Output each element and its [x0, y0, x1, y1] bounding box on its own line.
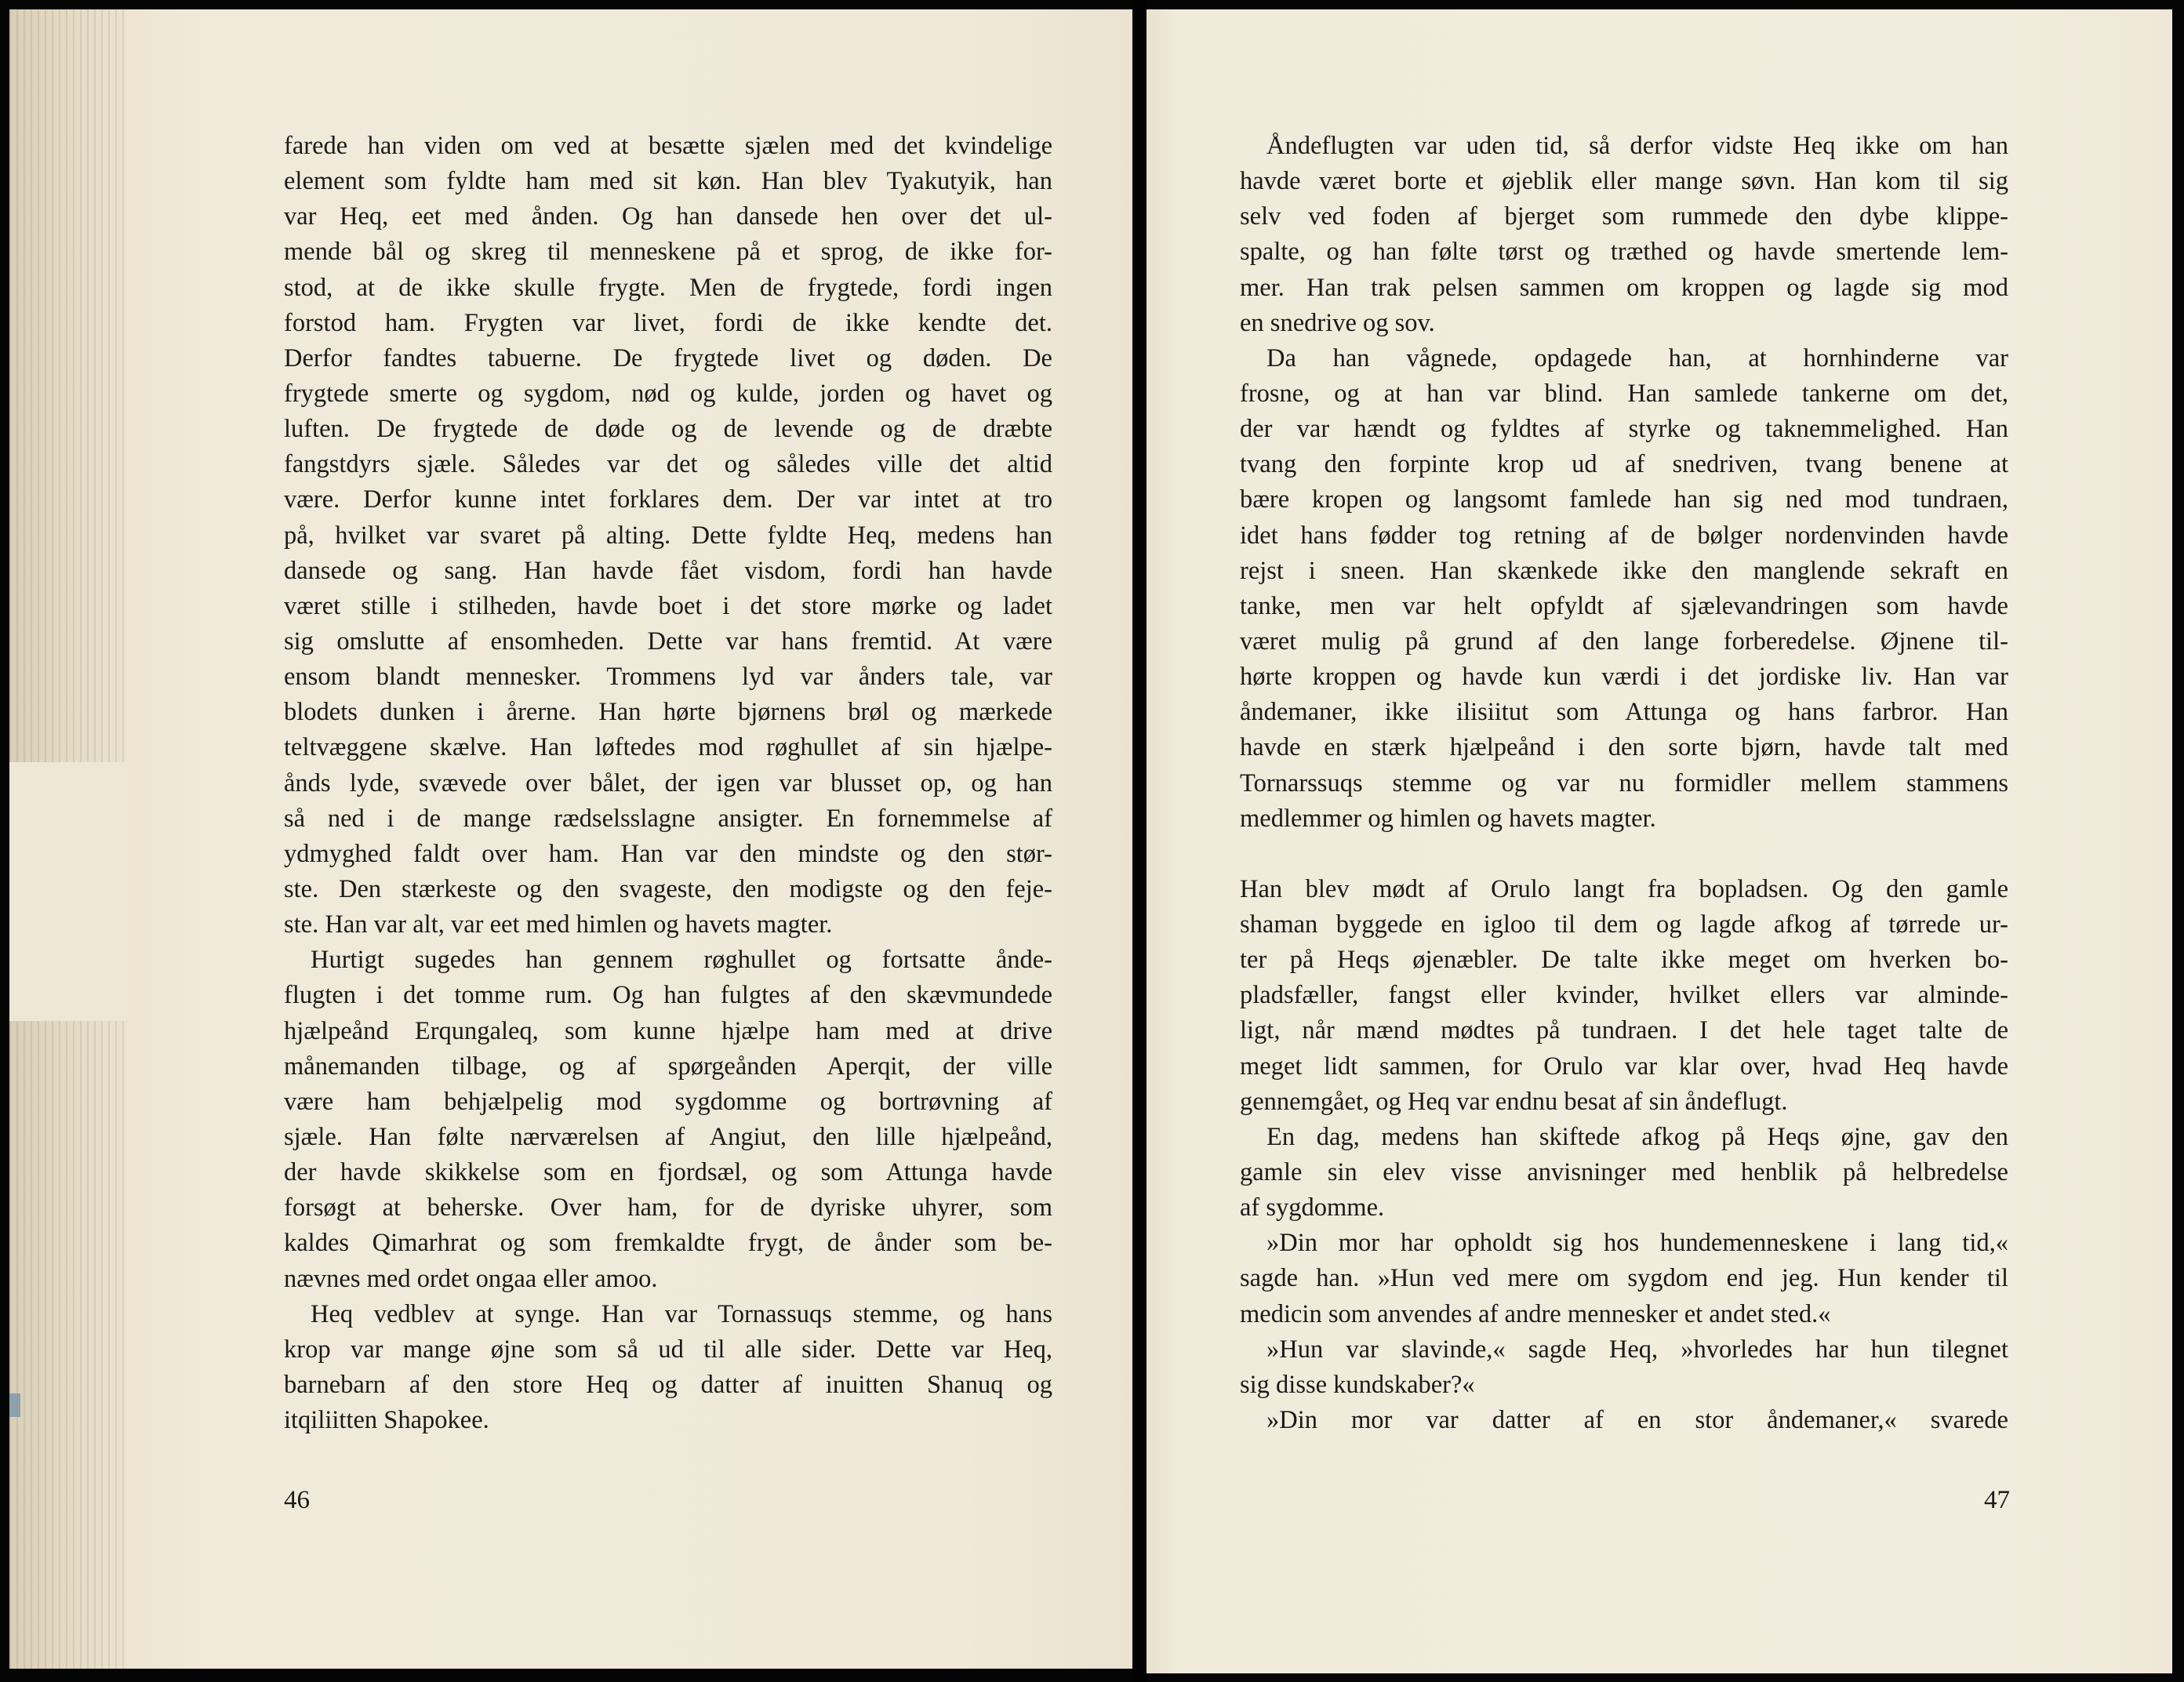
text-line: ligt, når mænd mødtes på tundraen. I det hele taget talte de	[1240, 1016, 2008, 1045]
text-line: forstod ham. Frygten var livet, fordi de ikke kendte det.	[284, 308, 1052, 337]
page-edge-blue-mark	[9, 1393, 20, 1417]
text-line: barnebarn af den store Heq og datter af inuitten Shanuq og	[284, 1370, 1052, 1399]
paragraph	[284, 129, 1052, 943]
text-line: åndemaner, ikke ilisiitut som Attunga og hans farbror. Han	[1240, 698, 2008, 727]
text-line: Hurtigt sugedes han gennem røghullet og fortsatte ånde-	[311, 946, 1052, 975]
text-line: frosne, og at han var blind. Han samlede tankerne om det,	[1240, 379, 2008, 408]
left-page-text	[284, 129, 1052, 1438]
text-line: meget lidt sammen, for Orulo var klar over, hvad Heq havde	[1240, 1052, 2008, 1081]
text-line: være. Derfor kunne intet forklares dem. Der var intet at tro	[284, 485, 1052, 514]
text-line: tvang den forpinte krop ud af snedriven, tvang benene at	[1240, 450, 2008, 479]
text-line: bære kropen og langsomt famlede han sig ned mod tundraen,	[1240, 485, 2008, 514]
text-line: ste. Den stærkeste og den svageste, den modigste og den feje-	[284, 874, 1052, 903]
paragraph	[1240, 1120, 2008, 1226]
text-line: Da han vågnede, opdagede han, at hornhinderne var	[1266, 343, 2008, 372]
text-line: teltvæggene skælve. Han løftedes mod røghullet af sin hjælpe-	[284, 733, 1052, 762]
paragraph	[1240, 341, 2008, 837]
text-line: medicin som anvendes af andre mennesker et andet sted.«	[1240, 1299, 1831, 1328]
text-line: mende bål og skreg til menneskene på et sprog, de ikke for-	[284, 238, 1052, 267]
text-line: været mulig på grund af den lange forberedelse. Øjnene til-	[1240, 627, 2008, 656]
text-line: selv ved foden af bjerget som rummede den dybe klippe-	[1240, 202, 2008, 231]
text-line: flugten i det tomme rum. Og han fulgtes af den skævmundede	[284, 981, 1052, 1010]
text-line: rejst i sneen. Han skænkede ikke den manglende sekraft en	[1240, 556, 2008, 585]
book-gutter	[1132, 0, 1147, 1682]
text-line: Heq vedblev at synge. Han var Tornassuqs stemme, og hans	[311, 1299, 1052, 1328]
text-line: ter på Heqs øjenæbler. De talte ikke meget om hverken bo-	[1240, 946, 2008, 975]
text-line: Derfor fandtes tabuerne. De frygtede livet og døden. De	[284, 343, 1052, 372]
text-line: der var hændt og fyldtes af styrke og taknemmelighed. Han	[1240, 415, 2008, 444]
section-break	[1240, 837, 2008, 872]
text-line: være ham behjælpelig mod sygdomme og bortrøvning af	[284, 1087, 1052, 1116]
text-line: ensom blandt mennesker. Trommens lyd var ånders tale, var	[284, 663, 1052, 692]
text-line: var Heq, eet med ånden. Og han dansede hen over det ul-	[284, 202, 1052, 231]
text-line: »Din mor har opholdt sig hos hundemenneskene i lang tid,«	[1266, 1229, 2008, 1258]
paragraph	[1240, 129, 2008, 341]
paragraph	[1240, 1226, 2008, 1331]
text-line: idet hans fødder tog retning af de bølger nordenvinden havde	[1240, 521, 2008, 550]
text-line: itqiliitten Shapokee.	[284, 1406, 489, 1435]
page-edge-light-band	[9, 762, 127, 1021]
text-line: forsøgt at beherske. Over ham, for de dyriske uhyrer, som	[284, 1193, 1052, 1222]
right-page	[1147, 9, 2172, 1673]
text-line: sagde han. »Hun ved mere om sygdom end jeg. Hun kender til	[1240, 1264, 2008, 1293]
text-line: på, hvilket var svaret på alting. Dette fyldte Heq, medens han	[284, 521, 1052, 550]
page-number-right: 47	[1984, 1486, 2010, 1514]
text-line: »Din mor var datter af en stor åndemaner,« svarede	[1266, 1405, 2008, 1434]
text-line: farede han viden om ved at besætte sjælen med det kvindelige	[284, 132, 1052, 160]
text-line: Han blev mødt af Orulo langt fra bopladsen. Og den gamle	[1240, 874, 2008, 903]
paragraph	[1240, 1332, 2008, 1403]
text-line: sjæle. Han følte nærværelsen af Angiut, den lille hjælpeånd,	[284, 1122, 1052, 1151]
text-line: element som fyldte ham med sit køn. Han blev Tyakutyik, han	[284, 167, 1052, 196]
page-number-left: 46	[284, 1486, 310, 1514]
text-line: havde været borte et øjeblik eller mange søvn. Han kom til sig	[1240, 167, 2008, 196]
text-line: pladsfæller, fangst eller kvinder, hvilket ellers var alminde-	[1240, 981, 2008, 1010]
text-line: hjælpeånd Erqungaleq, som kunne hjælpe ham med at drive	[284, 1016, 1052, 1045]
text-line: spalte, og han følte tørst og træthed og havde smertende lem-	[1240, 238, 2008, 267]
text-line: månemanden tilbage, og af spørgeånden Aperqit, der ville	[284, 1052, 1052, 1081]
text-line: blodets dunken i årerne. Han hørte bjørnens brøl og mærkede	[284, 698, 1052, 727]
text-line: krop var mange øjne som så ud til alle sider. Dette var Heq,	[284, 1335, 1052, 1364]
right-page-text	[1240, 129, 2008, 1438]
left-page	[9, 9, 1132, 1669]
text-line: været stille i stilheden, havde boet i det store mørke og ladet	[284, 591, 1052, 620]
paragraph	[1240, 1403, 2008, 1438]
text-line: gennemgået, og Heq var endnu besat af sin åndeflugt.	[1240, 1087, 1788, 1116]
text-line: hørte kroppen og havde kun værdi i det jordiske liv. Han var	[1240, 663, 2008, 692]
text-line: så ned i de mange rædselsslagne ansigter. En fornemmelse af	[284, 804, 1052, 833]
text-line: fangstdyrs sjæle. Således var det og således ville det altid	[284, 450, 1052, 479]
text-line: tanke, men var helt opfyldt af sjælevandringen som havde	[1240, 591, 2008, 620]
text-line: Åndeflugten var uden tid, så derfor vidste Heq ikke om han	[1266, 132, 2008, 160]
text-line: gamle sin elev visse anvisninger med henblik på helbredelse	[1240, 1157, 2008, 1186]
text-line: sig disse kundskaber?«	[1240, 1370, 1475, 1399]
text-line: ydmyghed faldt over ham. Han var den mindste og den stør-	[284, 839, 1052, 868]
text-line: ste. Han var alt, var eet med himlen og havets magter.	[284, 910, 833, 939]
text-line: Tornarssuqs stemme og var nu formidler mellem stammens	[1240, 768, 2008, 797]
text-line: luften. De frygtede de døde og de levende og de dræbte	[284, 415, 1052, 444]
paragraph	[284, 943, 1052, 1296]
text-line: ånds lyde, svævede over bålet, der igen var blusset op, og han	[284, 768, 1052, 797]
text-line: »Hun var slavinde,« sagde Heq, »hvorledes har hun tilegnet	[1266, 1335, 2008, 1364]
text-line: nævnes med ordet ongaa eller amoo.	[284, 1264, 658, 1293]
text-line: En dag, medens han skiftede afkog på Heqs øjne, gav den	[1266, 1122, 2008, 1151]
text-line: sig omslutte af ensomheden. Dette var hans fremtid. At være	[284, 627, 1052, 656]
text-line: stod, at de ikke skulle frygte. Men de frygtede, fordi ingen	[284, 273, 1052, 302]
text-line: en snedrive og sov.	[1240, 308, 1435, 337]
text-line: kaldes Qimarhrat og som fremkaldte frygt, de ånder som be-	[284, 1229, 1052, 1258]
text-line: af sygdomme.	[1240, 1193, 1385, 1222]
paragraph	[1240, 872, 2008, 1120]
paragraph	[284, 1297, 1052, 1439]
text-line: frygtede smerte og sygdom, nød og kulde, jorden og havet og	[284, 379, 1052, 408]
text-line: dansede og sang. Han havde fået visdom, fordi han havde	[284, 556, 1052, 585]
text-line: shaman byggede en igloo til dem og lagde afkog af tørrede ur-	[1240, 910, 2008, 939]
text-line: der havde skikkelse som en fjordsæl, og som Attunga havde	[284, 1158, 1052, 1187]
text-line: mer. Han trak pelsen sammen om kroppen og lagde sig mod	[1240, 273, 2008, 302]
text-line: medlemmer og himlen og havets magter.	[1240, 804, 1656, 833]
text-line: havde en stærk hjælpeånd i den sorte bjørn, havde talt med	[1240, 733, 2008, 762]
